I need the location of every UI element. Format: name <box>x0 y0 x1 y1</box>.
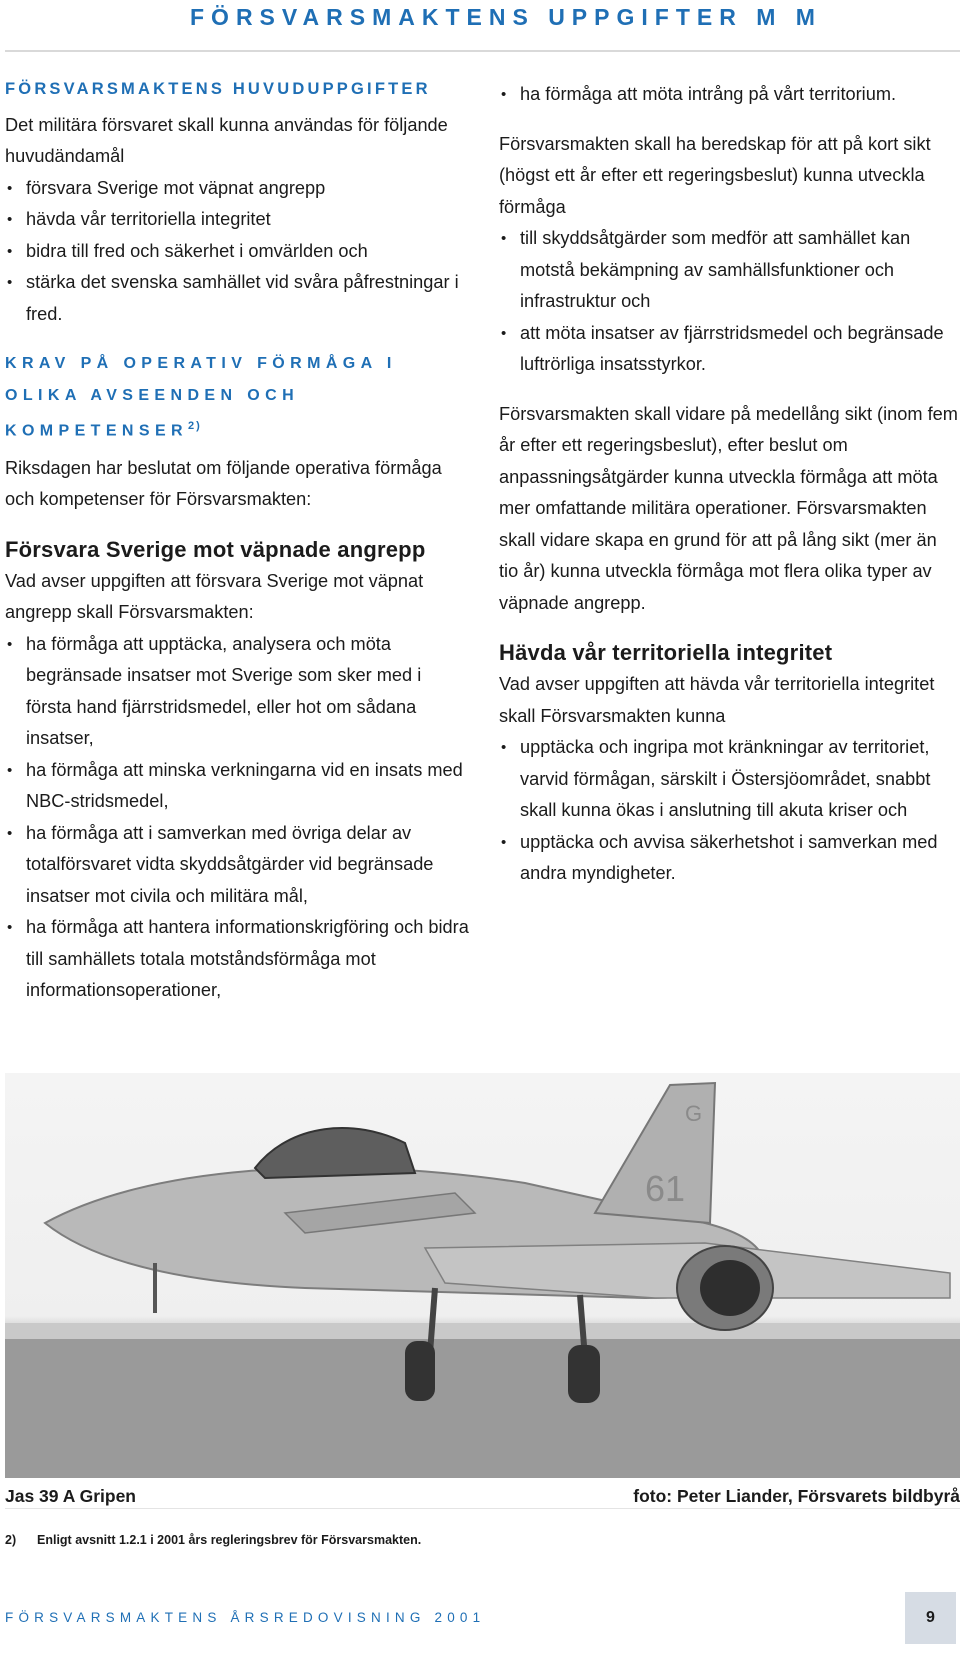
gripen-aircraft-illustration <box>5 1073 960 1478</box>
list-item: • upptäcka och avvisa säkerhetshot i samverkan med andra myndigheter. <box>499 827 959 890</box>
continued-list <box>499 79 959 111</box>
section-intro: Det militära försvaret skall kunna användas för följande huvudändamål <box>5 114 448 166</box>
krav-paragraph: Riksdagen har beslutat om följande operativa förmåga och kompetenser för Försvarsmakten: <box>5 457 442 510</box>
huvuduppgifter-list <box>5 173 470 331</box>
territoriell-intro: Vad avser uppgiften att hävda vår territoriella integritet skall Försvarsmakten kunna <box>499 674 935 726</box>
forsvara-intro: Vad avser uppgiften att försvara Sverige mot väpnat angrepp skall Försvarsmakten: <box>5 570 424 623</box>
list-item: • hävda vår territoriella integritet <box>5 204 470 236</box>
list-item: • till skyddsåtgärder som medför att samhället kan motstå bekämpning av samhällsfunktioner och infrastruktur och <box>499 223 959 318</box>
right-column <box>499 79 959 890</box>
krav-heading-text: KRAV PÅ OPERATIV FÖRMÅGA I OLIKA AVSEENDEN OCH KOMPETENSER <box>5 355 397 440</box>
photo-caption <box>5 1480 960 1509</box>
subheading-territoriell-integritet: Hävda vår territoriella integritet <box>499 640 833 665</box>
beredskap-list <box>499 223 959 381</box>
section-heading-huvuduppgifter: FÖRSVARSMAKTENS HUVUDUPPGIFTER <box>5 80 431 98</box>
list-item: • ha förmåga att upptäcka, analysera och möta begränsade insatser mot Sverige som sker med i första hand fjärrstridsmedel, eller hot om sådana insatser, <box>5 629 470 755</box>
page-number: 9 <box>905 1592 956 1644</box>
tail-letter: G <box>685 1101 703 1126</box>
caption-credit: foto: Peter Liander, Försvarets bildbyrå <box>633 1486 960 1506</box>
section-heading-krav <box>5 348 470 447</box>
list-item: • ha förmåga att i samverkan med övriga delar av totalförsvaret vidta skyddsåtgärder vid begränsade insatser mot civila och militära mål, <box>5 818 470 913</box>
footnote <box>5 1533 421 1547</box>
list-item: • ha förmåga att möta intrång på vårt territorium. <box>499 79 959 111</box>
gripen-photo <box>5 1073 960 1478</box>
caption-title: Jas 39 A Gripen <box>5 1486 136 1506</box>
subheading-forsvara-sverige: Försvara Sverige mot väpnade angrepp <box>5 536 426 562</box>
list-item: • upptäcka och ingripa mot kränkningar av territoriet, varvid förmågan, särskilt i Östersjöområdet, snabbt skall kunna ökas i anslutning till akuta kriser och <box>499 732 959 827</box>
list-item: • stärka det svenska samhället vid svåra påfrestningar i fred. <box>5 267 470 330</box>
territoriell-list <box>499 732 959 890</box>
beredskap-paragraph: Försvarsmakten skall ha beredskap för att på kort sikt (högst ett år efter ett regeringsbeslut) kunna utveckla förmåga <box>499 133 931 217</box>
page-header-title: FÖRSVARSMAKTENS UPPGIFTER M M <box>190 4 822 30</box>
left-column <box>5 74 470 1007</box>
list-item: • ha förmåga att minska verkningarna vid en insats med NBC-stridsmedel, <box>5 755 470 818</box>
list-item: • att möta insatser av fjärrstridsmedel och begränsade luftrörliga insatsstyrkor. <box>499 318 959 381</box>
header-divider <box>5 50 960 52</box>
list-item: • bidra till fred och säkerhet i omvärlden och <box>5 236 470 268</box>
footnote-ref: 2) <box>187 420 202 432</box>
medellang-sikt-paragraph: Försvarsmakten skall vidare på medellång sikt (inom fem år efter ett regeringsbeslut), efter beslut om anpassningsåtgärder kunna utveckla förmåga att möta mer omfattande militära operationer. Försvarsmakten skall vidare skapa en grund för att på lång sikt (mer än tio år) kunna utveckla förmåga mot flera olika typer av väpnade angrepp. <box>499 403 958 613</box>
footnote-text: Enligt avsnitt 1.2.1 i 2001 års regleringsbrev för Försvarsmakten. <box>37 1533 422 1547</box>
list-item: • ha förmåga att hantera informationskrigföring och bidra till samhällets totala motståndsförmåga mot informationsoperationer, <box>5 912 470 1007</box>
list-item: • försvara Sverige mot väpnat angrepp <box>5 173 470 205</box>
footer-publication-title: FÖRSVARSMAKTENS ÅRSREDOVISNING 2001 <box>5 1610 486 1625</box>
footnote-number: 2) <box>5 1533 17 1547</box>
tail-number: 61 <box>645 1168 686 1209</box>
forsvara-list <box>5 629 470 1007</box>
